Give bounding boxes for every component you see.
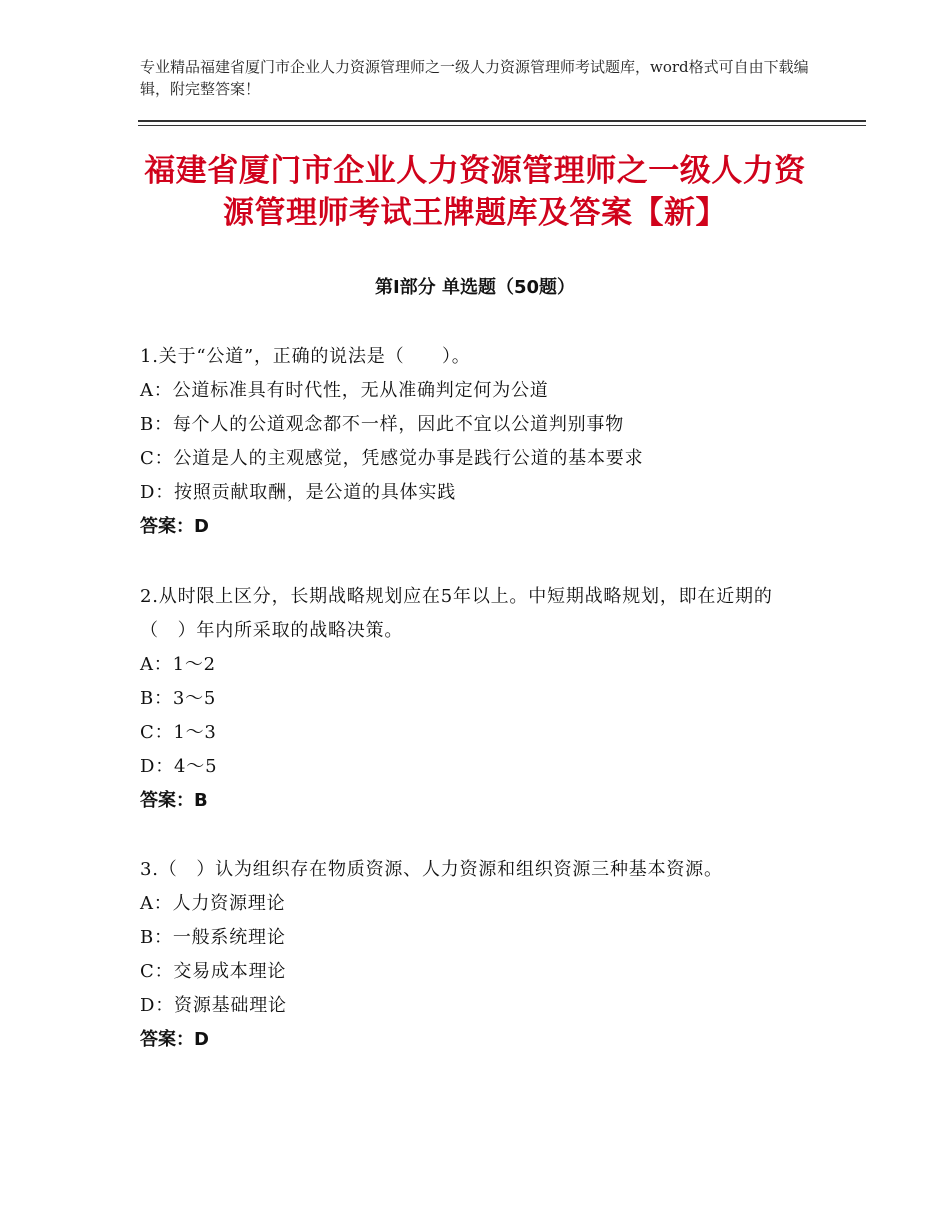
option-c: C：公道是人的主观感觉，凭感觉办事是践行公道的基本要求 [140, 448, 644, 469]
header-note: 专业精品福建省厦门市企业人力资源管理师之一级人力资源管理师考试题库，word格式可自由下载编辑，附完整答案！ [140, 58, 809, 98]
option-d: D：4～5 [140, 756, 218, 777]
option-b: B：一般系统理论 [140, 927, 286, 948]
question-stem: 3.（ ）认为组织存在物质资源、人力资源和组织资源三种基本资源。 [140, 859, 723, 880]
header-rule-thick [138, 120, 866, 122]
question-3 [140, 853, 800, 1057]
document-title: 福建省厦门市企业人力资源管理师之一级人力资源管理师考试王牌题库及答案【新】 [144, 153, 806, 231]
option-a: A：公道标准具有时代性，无从准确判定何为公道 [140, 380, 549, 401]
option-b: B：每个人的公道观念都不一样，因此不宜以公道判别事物 [140, 414, 625, 435]
option-a: A：人力资源理论 [140, 893, 286, 914]
header-rule-thin [138, 125, 866, 126]
option-d: D：资源基础理论 [140, 995, 287, 1016]
option-c: C：交易成本理论 [140, 961, 287, 982]
option-a: A：1～2 [140, 654, 216, 675]
question-1 [140, 340, 800, 544]
answer: 答案：D [140, 516, 209, 537]
question-stem: 2.从时限上区分，长期战略规划应在5年以上。中短期战略规划，即在近期的（ ）年内所采取的战略决策。 [140, 586, 773, 641]
option-b: B：3～5 [140, 688, 217, 709]
section-title: 第Ⅰ部分 单选题（50题） [374, 277, 575, 298]
question-stem: 1.关于“公道”，正确的说法是（ ）。 [140, 346, 471, 367]
question-2 [140, 580, 800, 818]
option-d: D：按照贡献取酬，是公道的具体实践 [140, 482, 457, 503]
answer: 答案：D [140, 1029, 209, 1050]
option-c: C：1～3 [140, 722, 217, 743]
answer: 答案：B [140, 790, 208, 811]
